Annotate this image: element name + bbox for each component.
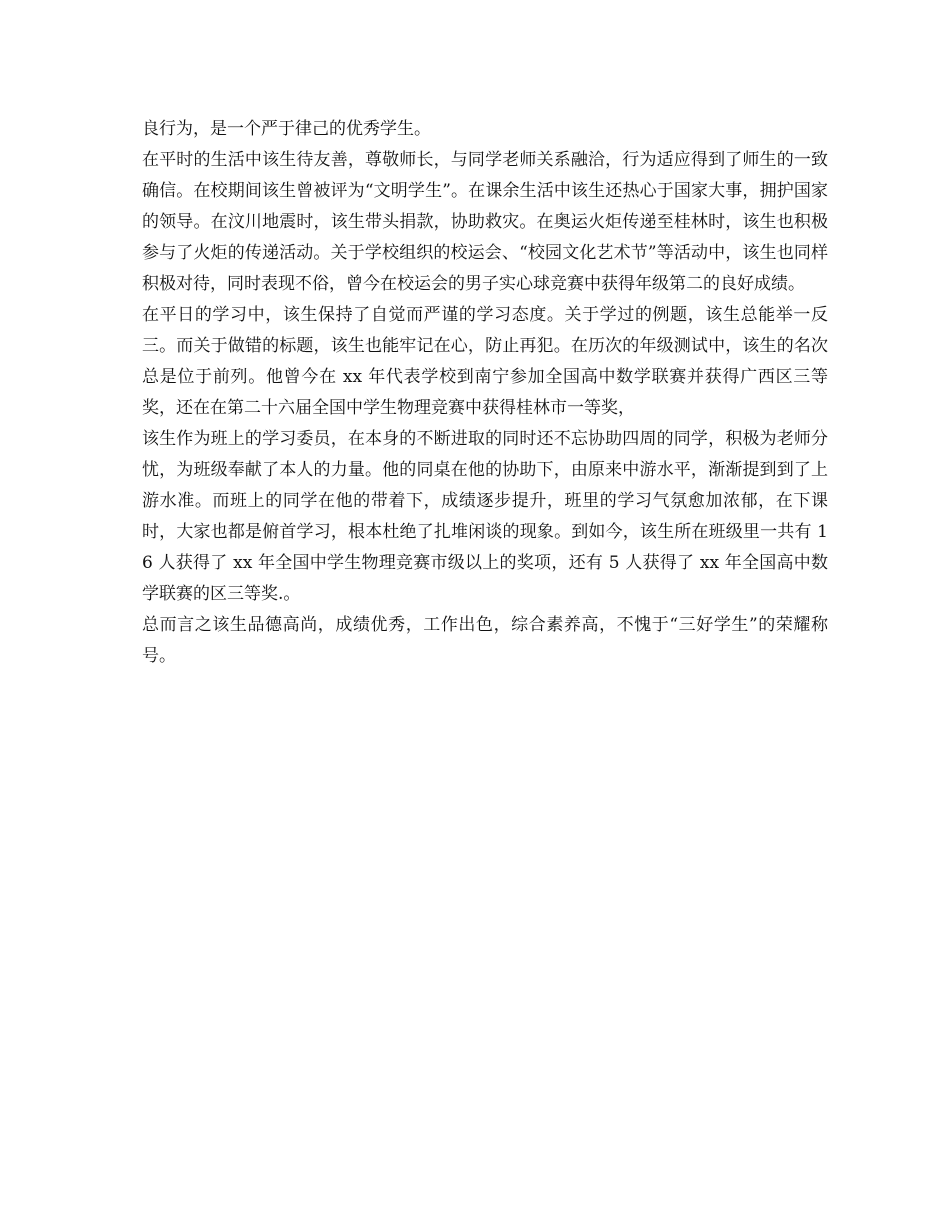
paragraph-2: 在平时的生活中该生待友善，尊敬师长，与同学老师关系融洽，行为适应得到了师生的一致确信。在校期间该生曾被评为“文明学生”。在课余生活中该生还热心于国家大事，拥护国家的领导。在汶川地震时，该生带头捐款，协助救灾。在奥运火炬传递至桂林时，该生也积极参与了火炬的传递活动。关于学校组织的校运会、“校园文化艺术节”等活动中，该生也同样积极对待，同时表现不俗，曾今在校运会的男子实心球竞赛中获得年级第二的良好成绩。	[142, 150, 828, 294]
document-body	[142, 114, 828, 672]
paragraph-4: 该生作为班上的学习委员，在本身的不断进取的同时还不忘协助四周的同学，积极为老师分忧，为班级奉献了本人的力量。他的同桌在他的协助下，由原来中游水平，渐渐提到到了上游水准。而班上的同学在他的带着下，成绩逐步提升，班里的学习气氛愈加浓郁，在下课时，大家也都是俯首学习，根本杜绝了扎堆闲谈的现象。到如今，该生所在班级里一共有 16 人获得了 xx 年全国中学生物理竞赛市级以上的奖项，还有 5 人获得了 xx 年全国高中数学联赛的区三等奖.。	[142, 429, 828, 604]
paragraph-3: 在平日的学习中，该生保持了自觉而严谨的学习态度。关于学过的例题，该生总能举一反三。而关于做错的标题，该生也能牢记在心，防止再犯。在历次的年级测试中，该生的名次总是位于前列。他曾今在 xx 年代表学校到南宁参加全国高中数学联赛并获得广西区三等奖，还在在第二十六届全国中学生物理竞赛中获得桂林市一等奖，	[142, 305, 828, 418]
paragraph-1: 良行为，是一个严于律己的优秀学生。	[142, 119, 431, 139]
paragraph-5: 总而言之该生品德高尚，成绩优秀，工作出色，综合素养高，不愧于“三好学生”的荣耀称号。	[142, 615, 828, 666]
